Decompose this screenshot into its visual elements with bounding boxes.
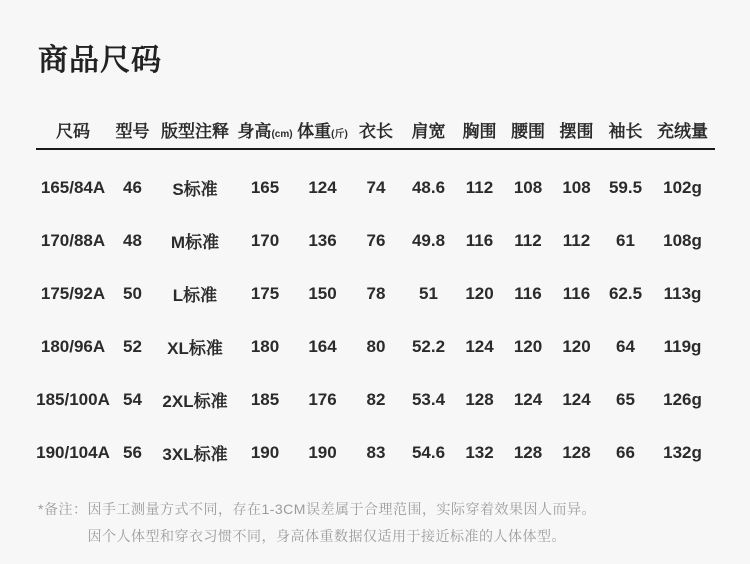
table-cell: 128 <box>513 442 543 462</box>
remarks <box>38 496 750 550</box>
table-cell: 119g <box>663 336 702 356</box>
table-cell: M标准 <box>170 233 220 252</box>
column-header <box>235 117 295 142</box>
table-cell: 190 <box>308 442 337 462</box>
table-cell: 62.5 <box>608 283 643 303</box>
table-cell: 102g <box>663 177 702 197</box>
column-header <box>36 117 110 142</box>
table-cell: 185 <box>250 389 280 409</box>
column-header-label: 尺码 <box>56 121 90 141</box>
table-cell: 64 <box>616 336 635 356</box>
table-cell: 180/96A <box>40 336 106 356</box>
column-header-label: 体重 <box>297 121 332 141</box>
table-cell: 112 <box>562 230 591 250</box>
table-cell: 52 <box>123 336 142 356</box>
column-header-label: 胸围 <box>462 121 497 141</box>
table-cell: 120 <box>465 283 494 303</box>
table-cell: 48.6 <box>411 177 446 197</box>
table-cell: 136 <box>308 230 337 250</box>
column-header <box>295 117 350 142</box>
table-cell: 128 <box>465 389 494 409</box>
table-cell: S标准 <box>172 180 218 199</box>
table-cell: 2XL标准 <box>162 392 228 411</box>
column-header-label: 充绒量 <box>657 121 708 141</box>
table-row <box>36 373 715 426</box>
table-cell: 83 <box>366 442 386 462</box>
column-header-label: 摆围 <box>559 121 594 141</box>
table-cell: 124 <box>308 177 337 197</box>
table-cell: 116 <box>465 230 494 250</box>
table-cell: 132 <box>465 442 494 462</box>
column-header <box>155 117 235 142</box>
table-cell: L标准 <box>172 286 218 305</box>
table-cell: 76 <box>366 230 386 250</box>
table-cell: 49.8 <box>411 230 446 250</box>
table-cell: 53.4 <box>411 389 446 409</box>
column-header <box>455 117 504 142</box>
table-row <box>36 214 715 267</box>
table-cell: 46 <box>123 177 142 197</box>
table-cell: 120 <box>562 336 591 356</box>
table-cell: 108g <box>663 230 702 250</box>
table-cell: 80 <box>366 336 386 356</box>
table-cell: 185/100A <box>36 389 110 409</box>
remarks-text <box>87 496 596 550</box>
table-cell: 190/104A <box>36 442 110 462</box>
table-body <box>36 150 715 479</box>
table-cell: 175 <box>250 283 280 303</box>
column-header <box>650 117 715 142</box>
table-cell: 48 <box>123 230 142 250</box>
column-header <box>110 117 155 142</box>
page-title: 商品尺码 <box>38 44 162 77</box>
remarks-label: *备注： <box>38 501 88 517</box>
table-cell: 124 <box>465 336 494 356</box>
table-cell: 56 <box>123 442 142 462</box>
table-row <box>36 161 715 214</box>
table-cell: 59.5 <box>608 177 643 197</box>
column-header-label: 肩宽 <box>411 121 446 141</box>
column-header-label: 身高 <box>237 121 272 141</box>
table-cell: 50 <box>123 283 142 303</box>
column-header <box>402 117 455 142</box>
table-cell: 164 <box>308 336 337 356</box>
remark-line-1: 因手工测量方式不同，存在1-3CM误差属于合理范围，实际穿着效果因人而异。 <box>87 501 596 517</box>
table-cell: 66 <box>616 442 635 462</box>
column-header-label: 腰围 <box>511 121 545 141</box>
column-header-label: 版型注释 <box>161 121 229 141</box>
table-cell: 78 <box>366 283 386 303</box>
table-cell: 170 <box>250 230 280 250</box>
column-header-label: 袖长 <box>608 121 643 141</box>
table-cell: 128 <box>562 442 591 462</box>
table-cell: 112 <box>465 177 494 197</box>
column-header-label: 衣长 <box>359 121 393 141</box>
table-cell: 3XL标准 <box>162 445 228 464</box>
column-header-unit: (cm) <box>271 128 293 140</box>
column-header <box>552 117 601 142</box>
column-header-label: 型号 <box>115 121 150 141</box>
table-row <box>36 267 715 320</box>
table-cell: 113g <box>663 283 702 303</box>
table-cell: 65 <box>616 389 635 409</box>
table-cell: 61 <box>616 230 635 250</box>
table-cell: 180 <box>250 336 280 356</box>
table-cell: 132g <box>663 442 702 462</box>
table-row <box>36 426 715 479</box>
table-cell: XL标准 <box>167 339 223 358</box>
column-header-unit: (斤) <box>331 128 348 140</box>
table-header-row <box>36 110 715 148</box>
table-cell: 116 <box>514 283 542 303</box>
table-cell: 108 <box>562 177 591 197</box>
table-cell: 170/88A <box>40 230 106 250</box>
table-cell: 165/84A <box>40 177 106 197</box>
table-cell: 52.2 <box>411 336 446 356</box>
table-cell: 176 <box>308 389 337 409</box>
column-header <box>350 117 402 142</box>
table-row <box>36 320 715 373</box>
table-cell: 126g <box>663 389 702 409</box>
column-header <box>504 117 552 142</box>
size-table <box>36 110 715 479</box>
table-cell: 82 <box>366 389 386 409</box>
table-cell: 165 <box>250 177 280 197</box>
table-cell: 74 <box>366 177 386 197</box>
table-cell: 124 <box>562 389 591 409</box>
table-cell: 108 <box>513 177 543 197</box>
table-cell: 54.6 <box>411 442 446 462</box>
table-cell: 120 <box>513 336 543 356</box>
column-header <box>601 117 650 142</box>
table-cell: 190 <box>250 442 280 462</box>
table-cell: 150 <box>308 283 337 303</box>
table-cell: 112 <box>514 230 542 250</box>
table-cell: 175/92A <box>40 283 106 303</box>
table-cell: 51 <box>419 283 438 303</box>
table-cell: 116 <box>562 283 591 303</box>
remark-line-2: 因个人体型和穿衣习惯不同，身高体重数据仅适用于接近标准的人体体型。 <box>87 528 566 544</box>
table-cell: 124 <box>513 389 543 409</box>
table-cell: 54 <box>123 389 142 409</box>
